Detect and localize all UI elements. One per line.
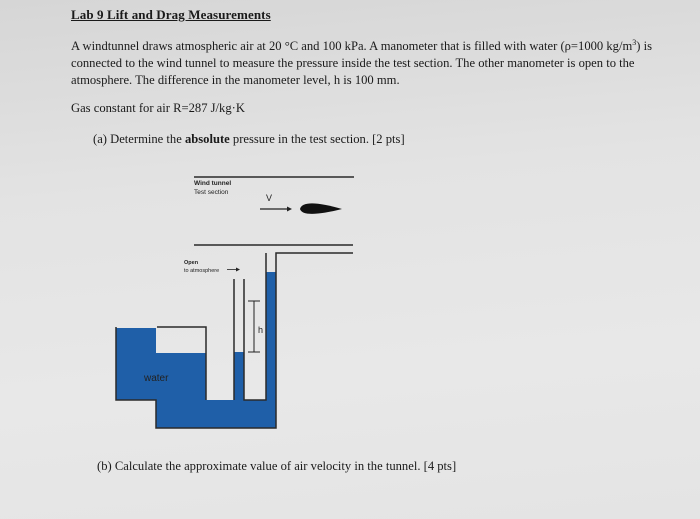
- bottom-channel-water: [156, 400, 276, 428]
- problem-text-part1: A windtunnel draws atmospheric air at 20 °C and 100 kPa. A manometer that is filled with water (ρ=1000 kg/m: [71, 39, 633, 53]
- page-title: Lab 9 Lift and Drag Measurements: [71, 7, 271, 22]
- reservoir-water: [116, 328, 156, 400]
- airfoil-icon: [300, 203, 342, 214]
- question-b: (b) Calculate the approximate value of air velocity in the tunnel. [4 pts]: [97, 459, 457, 473]
- tunnel-label-line1: Wind tunnel: [194, 180, 232, 187]
- question-a-prefix: (a) Determine the: [93, 132, 185, 146]
- right-column-water: [266, 272, 276, 400]
- tunnel-label-line2: Test section: [194, 189, 229, 196]
- problem-text-part2: ) is connected to the wind tunnel to measure the pressure inside the test section. The other manometer is open to the atmosphere. The difference in the manometer level, h is 100 mm.: [71, 39, 653, 87]
- h-label: h: [258, 325, 264, 335]
- water-label: water: [144, 373, 169, 384]
- gas-constant: Gas constant for air R=287 J/kg·K: [71, 101, 245, 115]
- superscript-3: 3: [632, 38, 637, 47]
- open-label-line1: Open: [184, 260, 199, 266]
- question-a-bold: absolute: [184, 132, 230, 146]
- open-label-line2: to atmosphere: [184, 268, 220, 274]
- velocity-label: V: [266, 193, 273, 203]
- left-column-water: [234, 352, 244, 400]
- open-arrow-icon: [227, 268, 240, 272]
- velocity-arrow-icon: [260, 207, 292, 212]
- question-a-suffix: pressure in the test section. [2 pts]: [229, 132, 405, 146]
